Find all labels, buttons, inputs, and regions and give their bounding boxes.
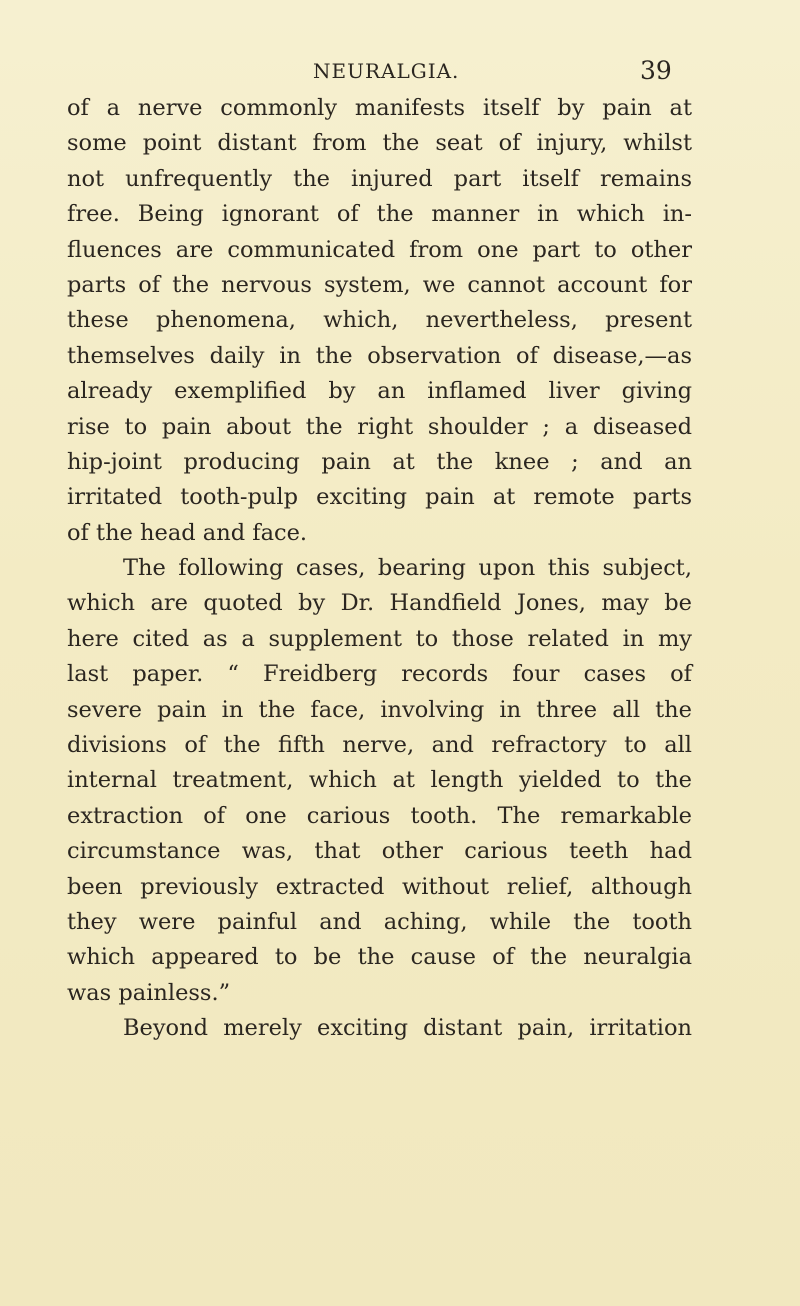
text-line: here cited as a supplement to those related in my (67, 625, 692, 652)
text-line: last paper. “ Freidberg records four cases of (67, 661, 692, 688)
text-line: internal treatment, which at length yielded to the (67, 767, 692, 794)
paragraph-start-line: Beyond merely exciting distant pain, irritation (123, 1015, 692, 1042)
text-line: some point distant from the seat of injury, whilst (67, 130, 692, 157)
page-number: 39 (640, 56, 672, 85)
paragraph-end-line: of the head and face. (67, 519, 308, 546)
text-line: fluences are communicated from one part to other (67, 236, 692, 263)
text-line: themselves daily in the observation of disease,—as (67, 342, 692, 369)
paragraph-start-line: The following cases, bearing upon this subject, (123, 555, 692, 582)
text-line: divisions of the fifth nerve, and refractory to all (67, 732, 692, 759)
text-line: not unfrequently the injured part itself remains (67, 165, 692, 192)
text-line: already exemplified by an inflamed liver giving (67, 378, 692, 405)
text-line: rise to pain about the right shoulder ; a diseased (67, 413, 692, 440)
body-text (67, 91, 692, 1047)
text-line: severe pain in the face, involving in three all the (67, 696, 692, 723)
text-line: been previously extracted without relief, although (67, 873, 692, 900)
text-line: which appeared to be the cause of the neuralgia (67, 944, 692, 971)
running-head (0, 56, 800, 86)
text-line: they were painful and aching, while the tooth (67, 908, 692, 935)
paragraph-end-line: was painless.” (67, 979, 231, 1006)
text-line: irritated tooth-pulp exciting pain at remote parts (67, 484, 692, 511)
text-line: these phenomena, which, nevertheless, present (67, 307, 692, 334)
text-line: free. Being ignorant of the manner in which in- (67, 201, 692, 228)
text-line: extraction of one carious tooth. The remarkable (67, 802, 692, 829)
text-line: which are quoted by Dr. Handfield Jones, may be (67, 590, 692, 617)
text-line: circumstance was, that other carious teeth had (67, 838, 692, 865)
text-line: hip-joint producing pain at the knee ; and an (67, 448, 692, 475)
running-title: NEURALGIA. (313, 59, 460, 83)
text-line: of a nerve commonly manifests itself by pain at (67, 95, 692, 121)
text-line: parts of the nervous system, we cannot account for (67, 271, 692, 298)
